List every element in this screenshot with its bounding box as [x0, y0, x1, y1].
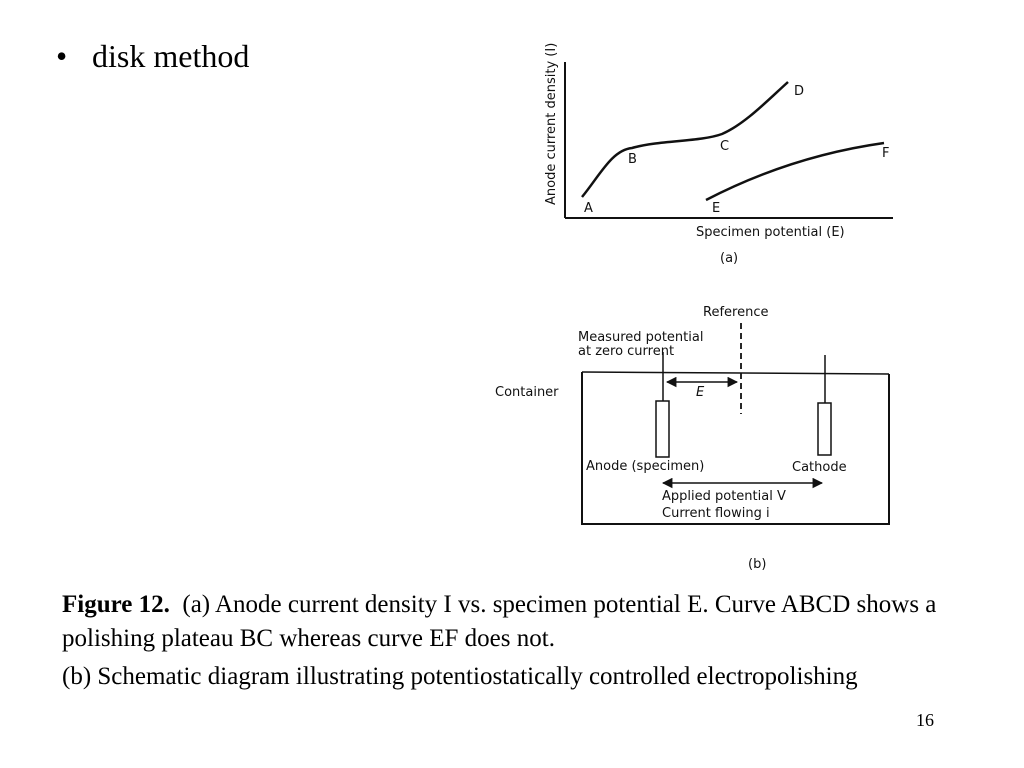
point-label-d: D	[794, 84, 805, 99]
panel-a-label: (a)	[720, 251, 739, 266]
current-flowing-label: Current flowing i	[662, 506, 770, 521]
point-label-b: B	[628, 152, 637, 167]
curve-ef	[706, 143, 884, 200]
figure-a	[544, 43, 893, 266]
y-axis-label: Anode current density (I)	[544, 42, 559, 205]
figure-b	[495, 305, 889, 572]
cathode-label: Cathode	[792, 460, 847, 475]
electrolyte-surface	[582, 372, 889, 374]
x-axis-label: Specimen potential (E)	[696, 225, 845, 240]
caption-text-b: (b) Schematic diagram illustrating potentiostatically controlled electropolishing	[62, 663, 858, 690]
e-label: E	[696, 385, 705, 400]
panel-b-label: (b)	[748, 557, 767, 572]
reference-label: Reference	[703, 305, 769, 320]
applied-potential-label: Applied potential V	[662, 489, 786, 504]
measured-potential-line1: Measured potential	[578, 330, 704, 345]
caption-paragraph-a	[62, 588, 982, 656]
point-label-c: C	[720, 139, 730, 154]
bullet-marker: •	[56, 38, 68, 74]
page-number: 16	[916, 710, 934, 730]
point-label-e: E	[712, 201, 721, 216]
caption-text-a: (a) Anode current density I vs. specimen potential E. Curve ABCD shows a polishing plateau BC whereas curve EF does not.	[62, 591, 937, 652]
figure-caption	[62, 588, 982, 694]
caption-figure-label: Figure 12.	[62, 591, 170, 618]
point-label-f: F	[882, 146, 890, 161]
point-label-a: A	[584, 201, 593, 216]
cathode-electrode	[818, 403, 831, 455]
container-label: Container	[495, 385, 559, 400]
measured-potential-line2: at zero current	[578, 344, 675, 359]
anode-label: Anode (specimen)	[586, 459, 705, 474]
bullet-text: disk method	[92, 38, 250, 74]
curve-abcd	[582, 82, 788, 197]
anode-electrode	[656, 401, 669, 457]
